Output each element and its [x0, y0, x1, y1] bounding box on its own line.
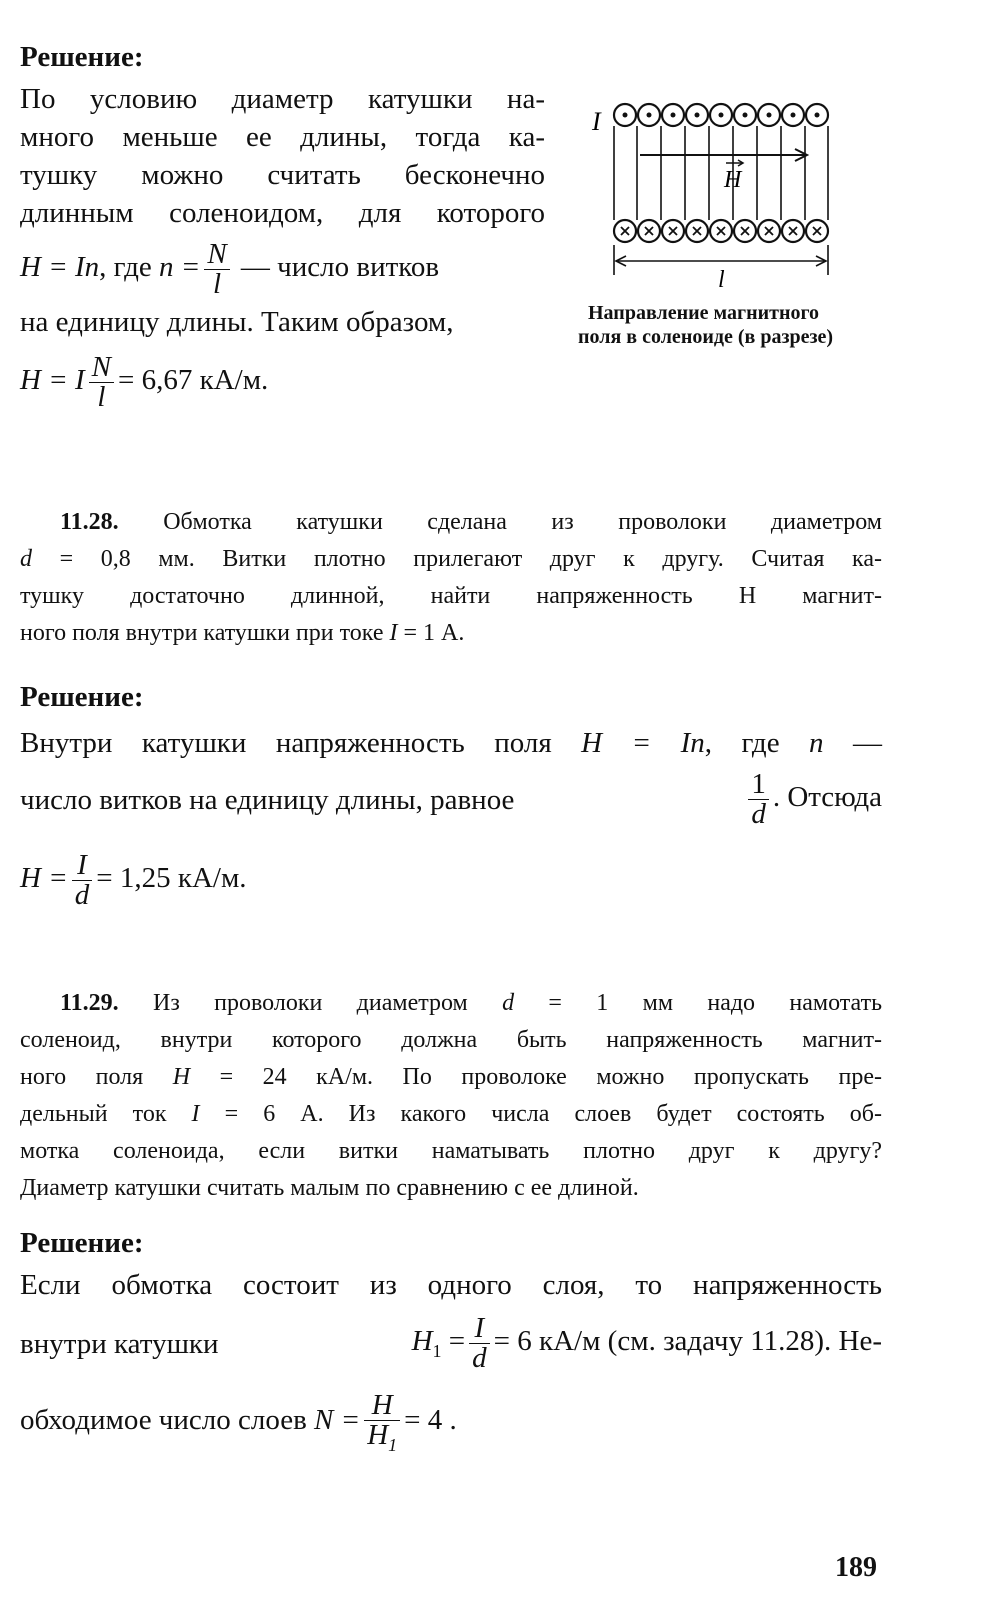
- caption-line-2: поля в соленоиде (в разрезе): [578, 326, 834, 348]
- solution-line-6: на единицу длины. Таким образом,: [20, 306, 454, 338]
- solution-11-28-line-1: Внутри катушки напряженность поля H = In, где n —: [20, 727, 882, 759]
- field-label: H: [724, 167, 742, 193]
- problem-number: 11.28.: [60, 509, 119, 535]
- solution-11-29-line-3: обходимое число слоев N = $\frac{H}{H_1}$ = 4 .: [20, 1389, 457, 1455]
- field-lines: [614, 126, 828, 220]
- formula-h-in-line: H = In, где n = $\frac{N}{l}$ — число витков: [20, 238, 440, 300]
- problem-11-29-line-6: Диаметр катушки считать малым по сравнению с ее длиной.: [20, 1175, 639, 1201]
- formula-h-result-line: H = I $\frac{N}{l}$ = 6,67 кА/м.: [20, 351, 269, 413]
- fraction-i-over-d: $\frac{I}{d}$: [72, 851, 93, 910]
- page-number: 189: [835, 1552, 877, 1583]
- solution-11-29: [20, 1226, 882, 1454]
- caption-line-1: Направление магнитного: [588, 302, 820, 324]
- formula-n-eq: n =: [159, 251, 201, 284]
- result-6-67: = 6,67 кА/м.: [118, 364, 269, 397]
- solution-line-4: длинным соленоидом, для которого: [20, 197, 545, 229]
- problem-11-28-line-3: тушку достаточно длинной, найти напряженность H магнит-: [20, 583, 882, 609]
- solution-line-3: тушку можно считать бесконечно: [20, 159, 545, 191]
- problem-11-29: [20, 985, 882, 1207]
- solution-11-28: [20, 680, 882, 910]
- problem-11-29-line-3: ного поля H = 24 кА/м. По проволоке можно пропускать пре-: [20, 1064, 882, 1090]
- fraction-n-over-l: $\frac{N}{l}$: [204, 240, 229, 299]
- problem-11-28-line-1: 11.28. Обмотка катушки сделана из проволоки диаметром: [60, 509, 882, 535]
- fraction-h-over-h1: $\frac{H}{H_1}$: [364, 1391, 400, 1454]
- result-1-25: = 1,25 кА/м.: [96, 862, 247, 895]
- solution-11-28-line-2: число витков на единицу длины, равное $\frac{1}{d}$ . Отсюда: [20, 768, 882, 830]
- formula-h-in: H = In: [20, 251, 100, 284]
- solenoid-cross-section: [590, 85, 880, 290]
- solution-line-1: По условию диаметр катушки на-: [20, 83, 545, 115]
- length-label: l: [718, 267, 725, 290]
- solution-line-2: много меньше ее длины, тогда ка-: [20, 121, 545, 153]
- solution-11-29-line-2: внутри катушки $H_1$ = $\frac{I}{d}$ = 6 кА/м (см. задачу 11.28). Не-: [20, 1312, 882, 1374]
- problem-11-29-line-2: соленоид, внутри которого должна быть напряженность магнит-: [20, 1027, 882, 1053]
- result-4: = 4 .: [404, 1404, 457, 1437]
- problem-11-29-line-5: мотка соленоида, если витки наматывать плотно друг к другу?: [20, 1138, 882, 1164]
- solution-heading: Решение:: [20, 41, 144, 73]
- solution-11-29-line-1: Если обмотка состоит из одного слоя, то напряженность: [20, 1269, 882, 1301]
- fraction-n-over-l-2: $\frac{N}{l}$: [89, 353, 114, 412]
- field-arrow-icon: [640, 149, 807, 161]
- problem-11-28: [20, 504, 882, 652]
- fraction-1-over-d: $\frac{1}{d}$: [748, 770, 769, 829]
- problem-11-28-line-2: d = 0,8 мм. Витки плотно прилегают друг к другу. Считая ка-: [20, 546, 882, 572]
- problem-11-29-line-1: 11.29. Из проволоки диаметром d = 1 мм надо намотать: [60, 990, 883, 1016]
- solenoid-figure: [578, 85, 880, 349]
- current-label: I: [592, 107, 601, 136]
- formula-h-1-25-line: H = $\frac{I}{d}$ = 1,25 кА/м.: [20, 849, 247, 911]
- fraction-i-over-d-2: $\frac{I}{d}$: [469, 1314, 490, 1373]
- problem-number: 11.29.: [60, 990, 119, 1016]
- figure-caption: [578, 301, 880, 349]
- solution-heading: Решение:: [20, 1227, 144, 1259]
- top-solution: [20, 40, 545, 412]
- solution-heading: Решение:: [20, 681, 144, 713]
- problem-11-29-line-4: дельный ток I = 6 А. Из какого числа слоев будет состоять об-: [20, 1101, 882, 1127]
- problem-11-28-line-4: ного поля внутри катушки при токе I = 1 А.: [20, 620, 465, 646]
